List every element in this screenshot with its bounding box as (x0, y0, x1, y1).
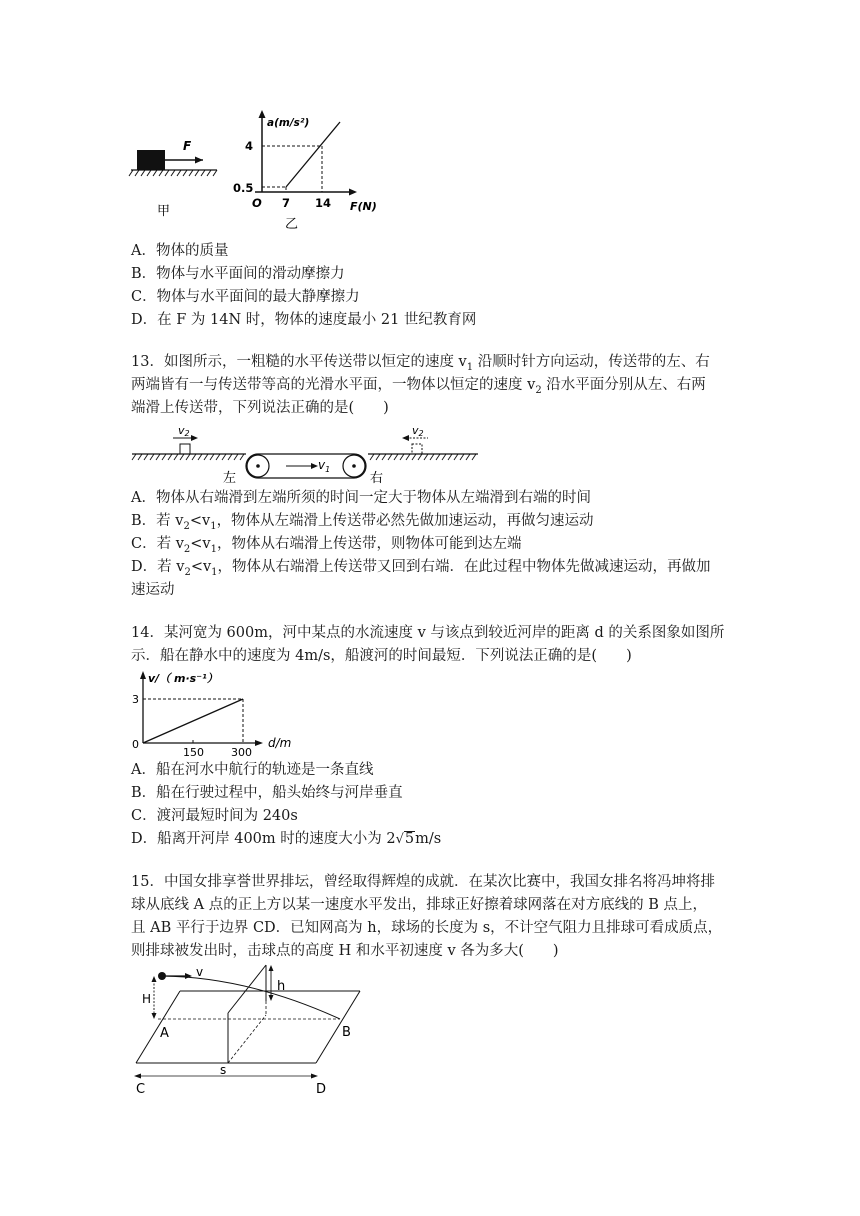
graph-origin: O (252, 196, 262, 210)
ytick-3: 3 (132, 693, 139, 706)
q14-option-a: A．船在河水中航行的轨迹是一条直线 (131, 762, 374, 778)
q15-stem-line1: 15．中国女排享誉世界排坛，曾经取得辉煌的成就．在某次比赛中，我国女排名将冯坤将排 (131, 874, 715, 890)
q12-option-d: D．在 F 为 14N 时，物体的速度最小 21 世纪教育网 (131, 312, 477, 328)
q15-stem-line2: 球从底线 A 点的正上方以某一速度水平发出，排球正好擦着球网落在对方底线的 B 点上， (131, 897, 708, 913)
xtick-14: 14 (315, 196, 332, 210)
q13-option-c: C．若 $v_2<v_1$，物体从右端滑上传送带，则物体可能到达左端 (131, 536, 522, 555)
point-C: C (136, 1082, 146, 1097)
q14-option-c: C．渡河最短时间为 240s (131, 808, 298, 824)
q12-figure (125, 110, 395, 235)
point-D: D (316, 1082, 327, 1097)
q15-volleyball-figure (128, 963, 368, 1098)
ytick-4: 4 (245, 139, 254, 153)
q13-conveyor-figure (128, 420, 483, 488)
q12-option-b: B．物体与水平面间的滑动摩擦力 (131, 266, 345, 282)
fig-yi-label: 乙 (285, 217, 299, 232)
q13-option-d: D．若 $v_2<v_1$，物体从右端滑上传送带又回到右端．在此过程中物体先做减速运动，再做加 (131, 559, 711, 578)
s-label: s (220, 1063, 227, 1077)
force-label: F (183, 139, 192, 153)
graph-ylabel: a(m/s²) (267, 117, 310, 129)
right-label: 右 (370, 471, 384, 486)
v-label: v (196, 965, 204, 979)
q14-option-b: B．船在行驶过程中，船头始终与河岸垂直 (131, 785, 403, 801)
q15-stem-line3: 且 AB 平行于边界 CD．已知网高为 h，球场的长度为 s，不计空气阻力且排球可看成质点， (131, 920, 723, 936)
ytick-0.5: 0.5 (233, 181, 254, 195)
H-label: H (142, 992, 152, 1006)
xtick-300: 300 (231, 746, 252, 758)
graph-xlabel: F(N) (350, 200, 377, 213)
q13-stem-line2: 两端皆有一与传送带等高的光滑水平面，一物体以恒定的速度 $v_2$ 沿水平面分别从左、右两 (131, 377, 706, 396)
left-label: 左 (223, 471, 237, 486)
graph-ylabel: v/（ m·s⁻¹） (148, 672, 218, 685)
q15-stem-line4: 则排球被发出时，击球点的高度 H 和水平初速度 v 各为多大( ) (131, 943, 559, 959)
point-A: A (160, 1026, 169, 1041)
q13-option-d-wrap: 速运动 (131, 582, 175, 598)
xtick-7: 7 (282, 196, 291, 210)
q13-option-a: A．物体从右端滑到左端所须的时间一定大于物体从左端滑到右端的时间 (131, 490, 591, 506)
h-label: h (277, 979, 286, 994)
xtick-150: 150 (183, 746, 204, 758)
q12-option-a: A．物体的质量 (131, 243, 229, 259)
q12-block-diagram (129, 139, 217, 219)
v2-left-label: v2 (178, 424, 190, 438)
q12-option-c: C．物体与水平面间的最大静摩擦力 (131, 289, 360, 305)
q13-stem-line3: 端滑上传送带，下列说法正确的是( ) (131, 400, 389, 416)
graph-xlabel: d/m (268, 736, 292, 750)
v1-label: $v_1$ (318, 458, 331, 474)
q13-option-b: B．若 $v_2<v_1$，物体从左端滑上传送带必然先做加速运动，再做匀速运动 (131, 513, 594, 532)
q14-option-d: D．船离开河岸 400m 时的速度大小为 2√5m/s (131, 831, 442, 847)
point-B: B (342, 1025, 351, 1040)
q13-stem-line1: 13．如图所示，一粗糙的水平传送带以恒定的速度 $v_1$ 沿顺时针方向运动，传送带的左、右 (131, 354, 710, 373)
q12-af-graph (233, 110, 377, 232)
q14-stem-line1: 14．某河宽为 600m，河中某点的水流速度 v 与该点到较近河岸的距离 d 的关系图象如图所 (131, 625, 725, 641)
q14-stem-line2: 示．船在静水中的速度为 4m/s，船渡河的时间最短．下列说法正确的是( ) (131, 648, 632, 664)
v2-right-label: v2 (412, 424, 424, 438)
fig-jia-label: 甲 (157, 204, 171, 219)
graph-origin: 0 (132, 738, 139, 751)
q14-vd-graph (128, 668, 298, 758)
